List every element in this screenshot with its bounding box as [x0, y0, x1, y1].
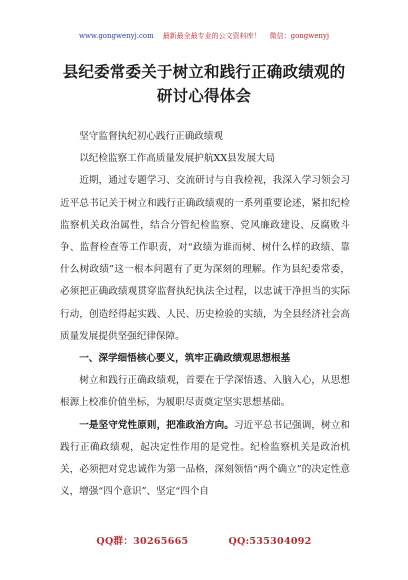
paragraph-3-text: 习近平总书记强调，树立和践行正确政绩观，起决定性作用的是党性。纪检监察机关是政治机关，必须把对党忠诚作为第一品格，深刻领悟“两个确立”的决定性意义，增强“四个意识”、坚定“四个自	[60, 419, 351, 498]
paragraph-intro: 近期，通过专题学习、交流研讨与自我检视，我深入学习领会习近平总书记关于树立和践行正确政绩观的一系列重要论述，紧扣纪检监察机关政治属性，结合分管纪检监察、党风廉政建设、反腐败斗争、监督检查等工作职责，对“政绩为谁而树、树什么样的政绩、靠什么树政绩”这一根本问题有了更为深刻的理解。作为县纪委常委，必须把正确政绩观贯穿监督执纪执法全过程，以忠诚干净担当的实际行动，创造经得起实践、人民、历史检验的实绩，为全县经济社会高质量发展提供坚强纪律保障。	[60, 175, 350, 342]
subtitle-2: 以纪检监察工作高质量发展护航XX县发展大局	[79, 153, 276, 165]
paragraph-3-lead: 一是坚守党性原则，把准政治方向。	[79, 419, 234, 431]
site-tagline: 最新最全最专业的公文资料库！	[162, 32, 261, 40]
subtitle-1: 坚守监督执纪初心践行正确政绩观	[79, 131, 224, 142]
qq-group: QQ群：30265665	[96, 536, 189, 547]
document-body	[60, 126, 350, 503]
title-line-1: 县纪委常委关于树立和践行正确政绩观的	[62, 62, 346, 81]
paragraph-2: 树立和践行正确政绩观，首要在于学深悟透、入脑入心，从思想根源上校准价值坐标，为履职尽责奠定坚实思想基础。	[60, 375, 350, 409]
site-url[interactable]: www.gongwenyj.com	[78, 32, 154, 40]
site-header	[0, 31, 408, 41]
paragraph-3	[60, 415, 350, 504]
wechat-id: 微信：gongwenyj	[269, 32, 330, 40]
title-line-2: 研讨心得体会	[156, 86, 252, 105]
qq-contact: QQ:535304092	[228, 536, 312, 547]
document-title	[0, 60, 408, 108]
site-footer	[0, 533, 408, 547]
section-heading-1: 一、深学细悟核心要义，筑牢正确政绩观思想根基	[79, 353, 291, 365]
